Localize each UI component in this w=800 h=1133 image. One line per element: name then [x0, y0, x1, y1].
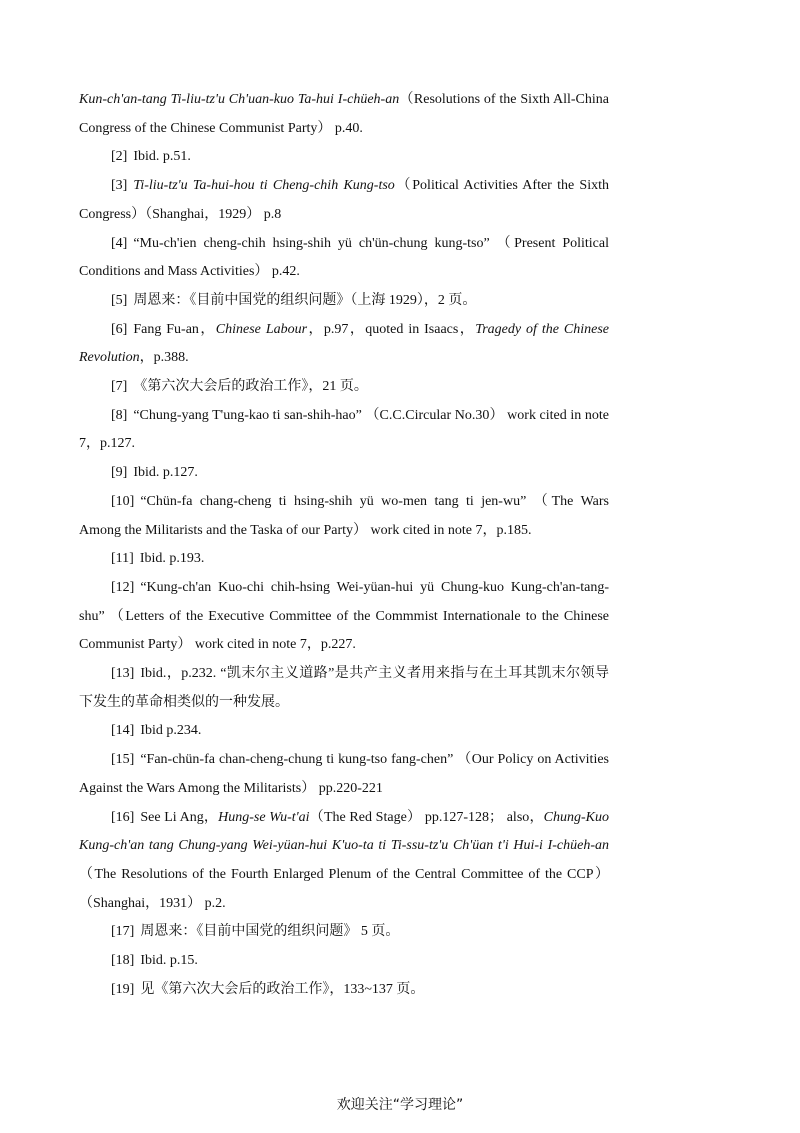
footnote-text: “Mu-ch'ien cheng-chih hsing-shih yü ch'ün-chung kung-tso” （Present Political Conditions and Mass Activities） p.42.	[79, 235, 609, 280]
footnote-text: Ibid. p.193.	[139, 551, 205, 567]
footnote-number: [13]	[111, 666, 135, 682]
footnote	[79, 746, 609, 803]
footnote-number: [15]	[111, 752, 135, 768]
footnote-text: （The Red Stage） pp.127-128； also，	[309, 809, 544, 825]
footnote	[79, 86, 609, 143]
footnote-text: “Chung-yang T'ung-kao ti san-shih-hao” （C.C.Circular No.30） work cited in note 7，p.127.	[79, 407, 609, 452]
footnote-title-italic: Chung-Kuo Kung-ch'an tang Chung-yang Wei-yüan-hui K'uo-ta ti Ti-ssu-tz'u Ch'üan t'i Hui-i I-chüeh-an	[79, 809, 610, 854]
footnote-number: [14]	[111, 723, 135, 739]
footnote-number: [5]	[111, 292, 128, 308]
footnote-number: [17]	[111, 924, 135, 940]
footnote-number: [8]	[111, 407, 128, 423]
footnote	[79, 143, 609, 172]
footnote	[79, 804, 609, 919]
footnote-number: [6]	[111, 321, 128, 337]
footnote-text: Ibid. p.127.	[133, 465, 198, 481]
footnote	[79, 287, 609, 316]
footnote-text: （The Resolutions of the Fourth Enlarged Plenum of the Central Committee of the CCP）（Shanghai，1931） p.2.	[79, 866, 609, 911]
footnote-text: 《第六次大会后的政治工作》，21 页。	[133, 379, 368, 395]
footnote-number: [4]	[111, 235, 128, 251]
footnote	[79, 976, 609, 1005]
footnote	[79, 660, 609, 717]
footnote-title-italic: Ti-liu-tz'u Ta-hui-hou ti Cheng-chih Kung-tso	[133, 178, 395, 194]
footnote-text: “Fan-chün-fa chan-cheng-chung ti kung-tso fang-chen” （Our Policy on Activities Against the Wars Among the Militarists） pp.220-221	[79, 752, 609, 796]
footnote-text: ，p.97，quoted in Isaacs，	[307, 321, 476, 337]
footnote-text: （Political Activities After the Sixth Congress）（Shanghai，1929） p.8	[79, 178, 609, 222]
footnote-number: [10]	[111, 493, 135, 509]
footnote-title-italic: Kun-ch'an-tang Ti-liu-tz'u Ch'uan-kuo Ta-hui I-chüeh-an	[79, 92, 400, 107]
footnote-text: “Chün-fa chang-cheng ti hsing-shih yü wo-men tang ti jen-wu” （The Wars Among the Militarists and the Taska of our Party） work cited in note 7，p.185.	[79, 493, 609, 538]
footnote-text: 周恩来：《目前中国党的组织问题》（上海 1929），2 页。	[133, 292, 477, 308]
footnote-number: [18]	[111, 953, 135, 969]
footnote-text: 见《第六次大会后的政治工作》，133~137 页。	[140, 981, 425, 997]
footnote-text: Ibid. p.15.	[140, 953, 198, 969]
footnote	[79, 574, 609, 660]
footnote-text: （Resolutions of the Sixth All-China Congress of the Chinese Communist Party） p.40.	[79, 92, 610, 136]
page-footer: 欢迎关注“学习理论”	[336, 1097, 464, 1113]
footnote-number: [7]	[111, 379, 128, 395]
footnote	[79, 230, 609, 287]
footnotes-list	[79, 86, 609, 1005]
footnote-number: [16]	[111, 809, 135, 825]
footnote-number: [9]	[111, 465, 128, 481]
footnote-text: Ibid. p.51.	[133, 149, 191, 165]
footnote-text: Fang Fu-an，	[133, 321, 216, 337]
footnote	[79, 373, 609, 402]
footnote-text: Ibid p.234.	[140, 723, 202, 739]
footnote-text: “Kung-ch'an Kuo-chi chih-hsing Wei-yüan-hui yü Chung-kuo Kung-ch'an-tang-shu” （Letters of the Executive Committee of the Commmist Internationale to the Chinese Communist Party） work cited in note 7，p.227.	[79, 579, 609, 653]
footnote-number: [11]	[111, 551, 134, 567]
footnote-title-italic: Tragedy of the Chinese Revolution	[79, 321, 609, 366]
footnote	[79, 459, 609, 488]
footnote-number: [2]	[111, 149, 128, 165]
footnote-number: [19]	[111, 981, 135, 997]
footnote	[79, 947, 609, 976]
footnote-text: 周恩来：《目前中国党的组织问题》 5 页。	[140, 924, 400, 940]
footnote	[79, 172, 609, 229]
footnote	[79, 918, 609, 947]
footnote-text: Ibid.，p.232. “凯末尔主义道路”是共产主义者用来指与在土耳其凯末尔领导下发生的革命相类似的一种发展。	[79, 666, 609, 710]
footnote-title-italic: Chinese Labour	[215, 321, 308, 337]
footnote-title-italic: Hung-se Wu-t'ai	[218, 809, 310, 825]
footnote	[79, 488, 609, 545]
footnote	[79, 316, 609, 373]
footnote-number: [3]	[111, 178, 128, 194]
footnote-text: See Li Ang，	[140, 809, 219, 825]
footnote	[79, 545, 609, 574]
footnote-text: ，p.388.	[139, 350, 189, 366]
footnote-number: [12]	[111, 579, 135, 595]
footnote	[79, 402, 609, 459]
footnote	[79, 717, 609, 746]
